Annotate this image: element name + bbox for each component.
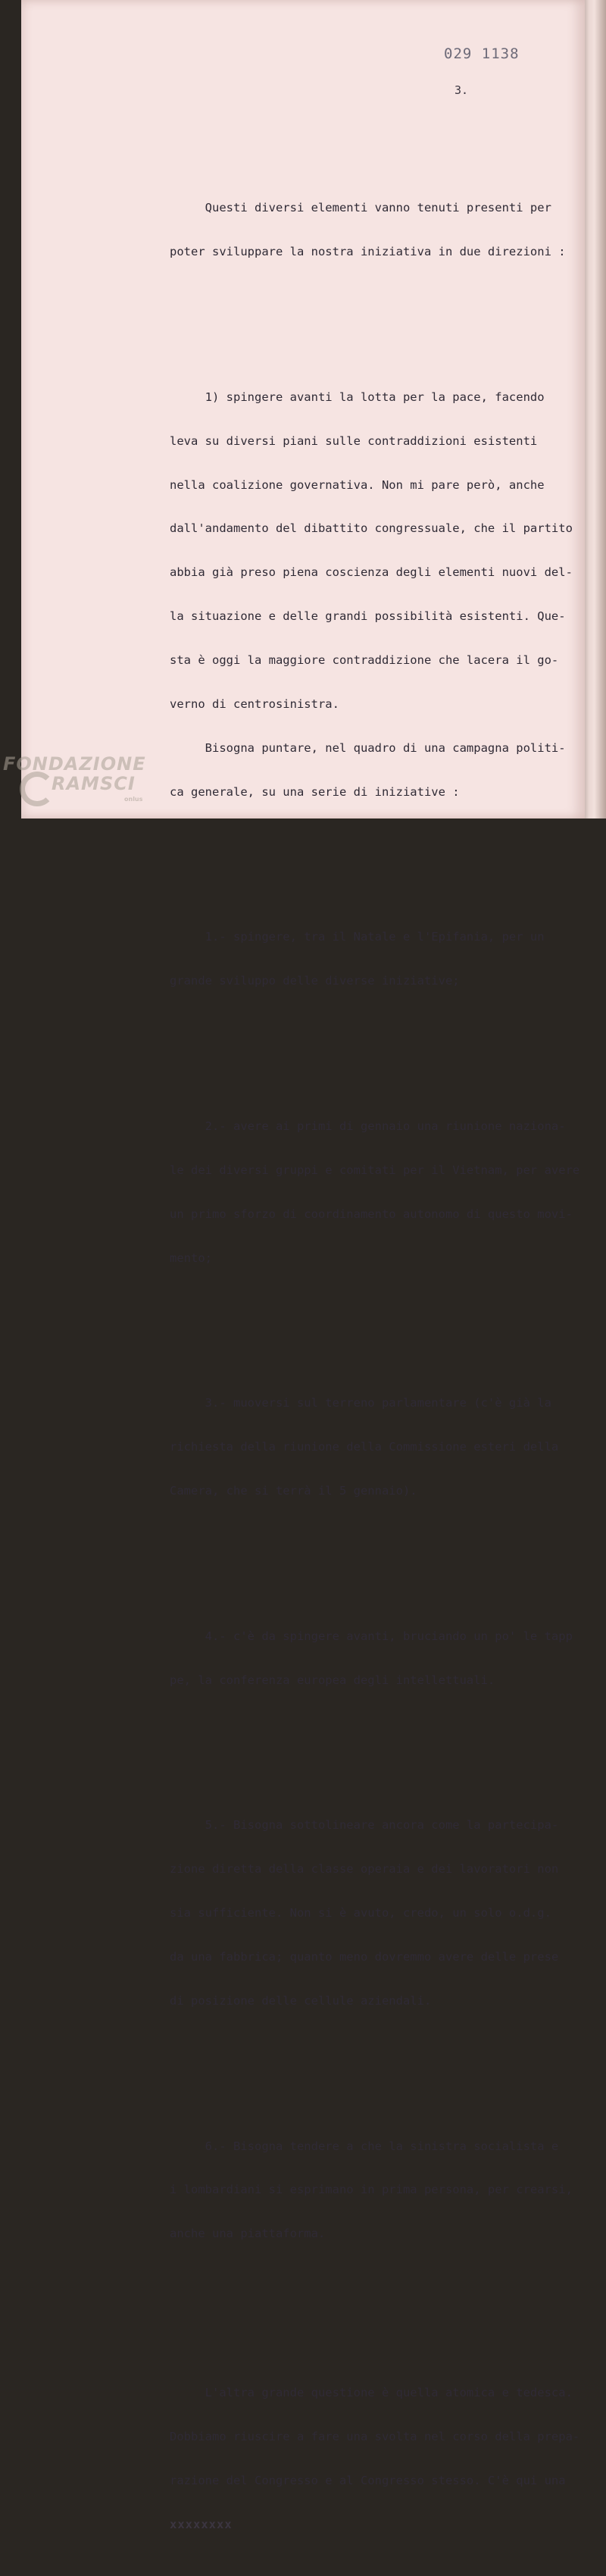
item-5 bbox=[170, 1789, 579, 2038]
text-line: nella coalizione governativa. Non mi pare però, anche bbox=[170, 477, 545, 492]
text-line: Questi diversi elementi vanno tenuti presenti per bbox=[170, 201, 551, 215]
watermark-line1: FONDAZIONE bbox=[3, 753, 146, 775]
watermark-g-logo-icon bbox=[20, 772, 55, 806]
text-line: mento; bbox=[170, 1250, 212, 1265]
crossed-out-word: xxxxxxxx bbox=[170, 2517, 233, 2531]
text-line: Dobbiamo riuscire a fare una svolta nel corso della prepa- bbox=[170, 2429, 580, 2443]
text-line: 6.- Bisogna tendere a che la sinistra socialista e bbox=[170, 2139, 559, 2153]
text-line: la situazione e delle grandi possibilità esistenti. Que- bbox=[170, 609, 566, 624]
text-line: pe, la conferenza europea degli intellettuali. bbox=[170, 1673, 495, 1687]
text-line: 4.- c'è da spingere avanti, bruciando un po' le tapp bbox=[170, 1629, 573, 1643]
text-line: 1.- spingere, tra il Natale e l'Epifania, per un bbox=[170, 930, 545, 944]
text-line: verno di centrosinistra. bbox=[170, 696, 339, 711]
text-line: 1) spingere avanti la lotta per la pace, facendo bbox=[170, 390, 545, 404]
text-line: le dei diversi gruppi e comitati per il Vietnam, per avere bbox=[170, 1163, 580, 1177]
text-line: anche una piattaforma. bbox=[170, 2227, 326, 2241]
page-edge bbox=[585, 0, 606, 818]
watermark-line3: onlus bbox=[124, 796, 143, 803]
watermark-line2: RAMSCI bbox=[52, 773, 136, 794]
item-3 bbox=[170, 1367, 579, 1528]
text-line: di posizione delle cellule aziendali. bbox=[170, 1993, 432, 2008]
item-6 bbox=[170, 2110, 579, 2271]
closing-paragraph bbox=[170, 2356, 579, 2561]
text-line: 2.- avere ai primi di gennaio una riunione naziona- bbox=[170, 1119, 566, 1133]
text-line: richiesta della riunione della Commissione esteri della bbox=[170, 1440, 559, 1454]
text-line: 5.- Bisogna sottolineare ancora come la partecipa- bbox=[170, 1818, 559, 1833]
page-number: 3. bbox=[454, 83, 469, 97]
text-line: grande sviluppo delle diverse iniziative; bbox=[170, 974, 460, 988]
intro-paragraph bbox=[170, 172, 579, 289]
text-line: abbia già preso piena coscienza degli elementi nuovi del- bbox=[170, 565, 573, 580]
text-line: razione del Congresso e al Congresso stesso. C'è qui una bbox=[170, 2473, 566, 2487]
text-line: ca generale, su una serie di iniziative : bbox=[170, 784, 460, 799]
text-line: sta è oggi la maggiore contraddizione che lacera il go- bbox=[170, 653, 559, 668]
text-line: sia sufficiente. Non si è avuto, credo, un solo o.d.g. bbox=[170, 1906, 551, 1920]
archive-stamp-number: 029 1138 bbox=[444, 45, 520, 62]
typewritten-body bbox=[170, 142, 579, 2576]
text-line: un primo sforzo di coordinamento autonomo di questo movi- bbox=[170, 1207, 573, 1221]
text-line: dall'andamento del dibattito congressuale, che il partito bbox=[170, 521, 573, 536]
text-line: zione diretta della classe operaia e dei lavoratori non bbox=[170, 1862, 559, 1876]
text-line: leva su diversi piani sulle contraddizioni esistenti bbox=[170, 434, 538, 448]
text-line: 3.- muoversi sul terreno parlamentare (c'è già la bbox=[170, 1396, 551, 1410]
item-2 bbox=[170, 1090, 579, 1294]
text-line: Bisogna puntare, nel quadro di una campagna politi- bbox=[170, 740, 566, 755]
text-line: Camera, che si terrà il 5 gennaio). bbox=[170, 1484, 417, 1498]
text-line: L'altra grande questione è quella atomica e tedesca. bbox=[170, 2386, 573, 2400]
text-line: da una fabbrica; quanto meno dovremmo avere delle prese bbox=[170, 1950, 559, 1964]
fondazione-gramsci-watermark bbox=[3, 750, 155, 818]
point-1-paragraph bbox=[170, 361, 579, 829]
item-4 bbox=[170, 1600, 579, 1717]
text-line: poter sviluppare la nostra iniziativa in due direzioni : bbox=[170, 245, 566, 259]
text-line: i lombardiani si esprimano in prima persona, per crearsi, bbox=[170, 2183, 573, 2197]
item-1 bbox=[170, 901, 579, 1018]
